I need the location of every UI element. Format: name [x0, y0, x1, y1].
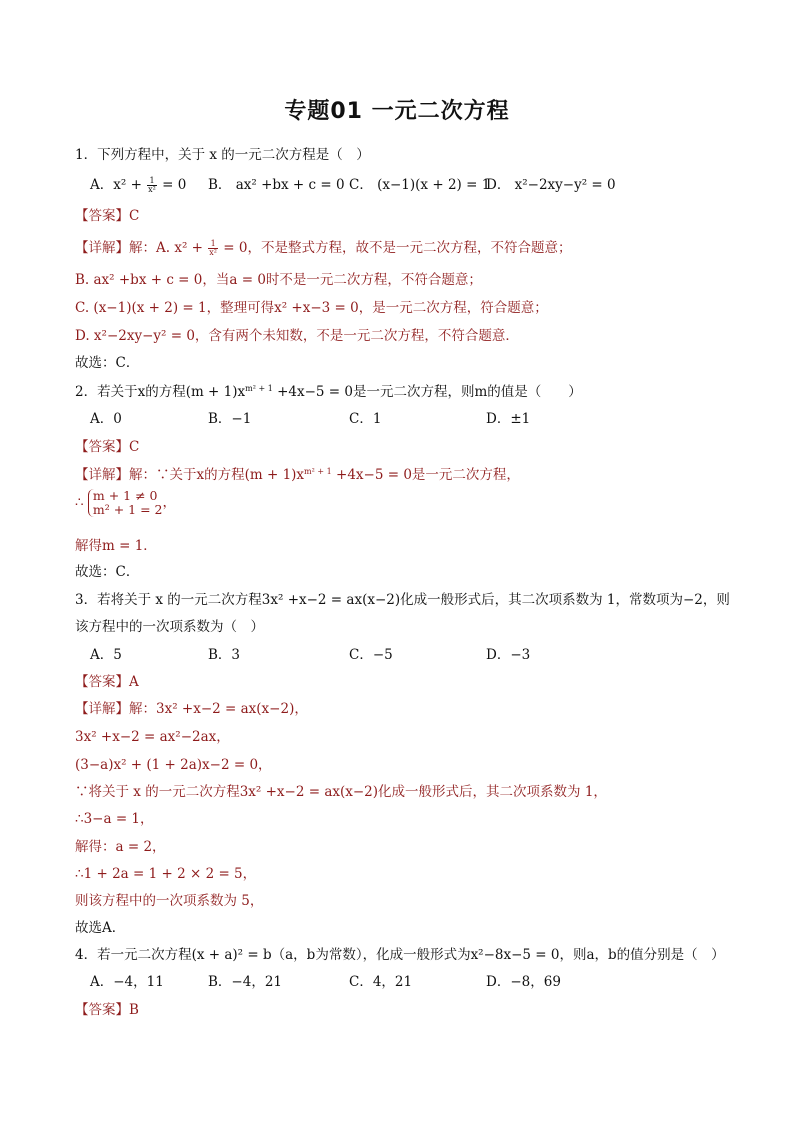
- q3-detail-2: 3x² +x−2 = ax²−2ax，: [75, 729, 230, 745]
- q1-option-a: [90, 175, 186, 195]
- q1-answer-label: 【答案】: [75, 208, 129, 224]
- q1-answer: [75, 206, 139, 226]
- q1-detail-a-tail: = 0，不是整式方程，故不是一元二次方程，不符合题意；: [218, 240, 572, 256]
- q3-detail-3: (3−a)x² + (1 + 2a)x−2 = 0，: [75, 757, 272, 773]
- q1-option-a-frac-num: 1: [147, 177, 157, 186]
- q1-conclusion: 故选：C．: [75, 355, 140, 371]
- q4-answer: [75, 1000, 139, 1020]
- q2-stem: [75, 382, 582, 402]
- q2-stem-exponent: m² + 1: [245, 384, 273, 393]
- q2-detail: [75, 465, 520, 485]
- q3-option-b: B．3: [208, 647, 241, 663]
- q1-detail-b: B. ax² +bx + c = 0，当a = 0时不是一元二次方程，不符合题意；: [75, 272, 482, 288]
- q2-option-d: D．±1: [486, 411, 531, 427]
- q3-answer: [75, 672, 139, 692]
- q2-detail-part2: +4x−5 = 0是一元二次方程，: [331, 467, 520, 483]
- q4-stem: 4．若一元二次方程(x + a)² = b（a，b为常数），化成一般形式为x²−8x−5 = 0，则a，b的值分别是（ ）: [75, 947, 725, 963]
- q3-stem-line1: 3．若将关于 x 的一元二次方程3x² +x−2 = ax(x−2)化成一般形式后，其二次项系数为 1，常数项为−2，则: [75, 592, 730, 608]
- q3-stem-line2: 该方程中的一次项系数为（ ）: [75, 619, 264, 635]
- q1-option-a-fraction: [147, 177, 157, 194]
- q2-option-b: B．−1: [208, 411, 252, 427]
- q2-detail-part1: 解：∵关于x的方程(m + 1)x: [129, 467, 305, 483]
- q2-option-c: C．1: [349, 411, 382, 427]
- q1-detail-a-lead: 解：A. x² +: [129, 240, 208, 256]
- q3-conclusion: 故选A．: [75, 920, 126, 936]
- page-title: 专题01 一元二次方程: [284, 99, 510, 124]
- q4-answer-label: 【答案】: [75, 1002, 129, 1018]
- q4-answer-value: B: [129, 1002, 139, 1018]
- q2-detail-exponent: m² + 1: [304, 467, 332, 476]
- q1-option-c: C． (x−1)(x + 2) = 1: [349, 177, 491, 193]
- q3-detail-4: ∵将关于 x 的一元二次方程3x² +x−2 = ax(x−2)化成一般形式后，其二次项系数为 1，: [75, 784, 607, 800]
- q1-detail-a: [75, 238, 571, 258]
- q2-stem-part1: 2．若关于x的方程(m + 1)x: [75, 384, 246, 400]
- q3-detail-8: 则该方程中的一次项系数为 5，: [75, 893, 264, 909]
- q2-answer-label: 【答案】: [75, 439, 129, 455]
- q4-option-c: C．4，21: [349, 974, 413, 990]
- q1-detail-a-fraction: [208, 240, 218, 257]
- q2-solve: 解得m = 1．: [75, 538, 157, 554]
- q1-detail-label: 【详解】: [75, 240, 129, 256]
- q4-option-d: D．−8，69: [486, 974, 561, 990]
- q1-option-a-frac-den: x²: [148, 185, 156, 194]
- q3-detail-1-text: 解：3x² +x−2 = ax(x−2)，: [129, 701, 308, 717]
- q1-option-a-tail: = 0: [157, 177, 187, 193]
- q2-system-line2: m² + 1 = 2: [92, 502, 163, 517]
- q3-option-a: A．5: [90, 647, 122, 663]
- q1-stem: 1．下列方程中，关于 x 的一元二次方程是（ ）: [75, 147, 370, 163]
- q2-conclusion: 故选：C．: [75, 564, 140, 580]
- q3-answer-value: A: [129, 674, 139, 690]
- q2-therefore: ∴: [75, 494, 84, 511]
- q2-system-line1: m + 1 ≠ 0: [92, 488, 158, 503]
- q2-system-tail: ，: [162, 494, 177, 511]
- q1-option-b: B． ax² +bx + c = 0: [208, 177, 345, 193]
- q3-option-c: C．−5: [349, 647, 393, 663]
- q4-option-a: A．−4，11: [90, 974, 164, 990]
- q3-answer-label: 【答案】: [75, 674, 129, 690]
- q4-option-b: B．−4，21: [208, 974, 282, 990]
- q1-detail-c: C. (x−1)(x + 2) = 1，整理可得x² +x−3 = 0，是一元二次方程，符合题意；: [75, 300, 548, 316]
- q2-option-a: A．0: [90, 411, 122, 427]
- q1-option-d: D． x²−2xy−y² = 0: [486, 177, 616, 193]
- q3-detail-1: [75, 699, 308, 719]
- q1-detail-a-frac-den: x²: [209, 248, 217, 257]
- q3-detail-5: ∴3−a = 1，: [75, 811, 154, 827]
- q1-detail-a-frac-num: 1: [208, 240, 218, 249]
- q2-answer-value: C: [129, 439, 140, 455]
- q2-system: [75, 489, 176, 517]
- q3-detail-label: 【详解】: [75, 701, 129, 717]
- q3-detail-7: ∴1 + 2a = 1 + 2 × 2 = 5，: [75, 866, 257, 882]
- q1-detail-d: D. x²−2xy−y² = 0，含有两个未知数，不是一元二次方程，不符合题意．: [75, 328, 519, 344]
- q2-answer: [75, 437, 139, 457]
- q1-answer-value: C: [129, 208, 140, 224]
- q3-option-d: D．−3: [486, 647, 531, 663]
- q1-option-a-lead: x² +: [113, 177, 147, 193]
- q2-system-brace: [88, 489, 163, 517]
- q2-detail-label: 【详解】: [75, 467, 129, 483]
- q1-option-a-prefix: A．: [90, 177, 114, 193]
- q2-stem-part2: +4x−5 = 0是一元二次方程，则m的值是（ ）: [272, 384, 582, 400]
- q3-detail-6: 解得：a = 2，: [75, 839, 166, 855]
